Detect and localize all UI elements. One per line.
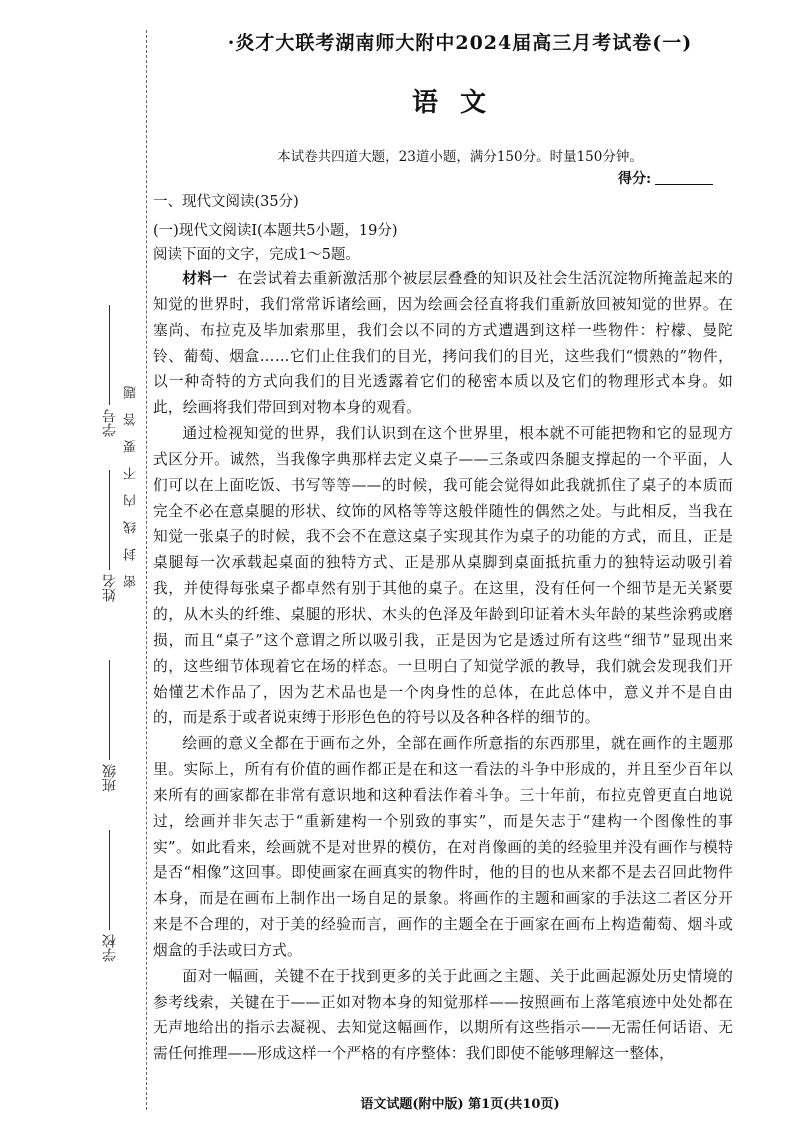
subsection-title: (一)现代文阅读Ⅰ(本题共5小题，19分) — [153, 223, 398, 239]
passage-paragraph: 通过检视知觉的世界，我们认识到在这个世界里，根本就不可能把物和它的显现方式区分开。诚然，当我像字典那样去定义桌子——三条或四条腿支撑起的一个平面，人们可以在上面吃饭、书写等等——的时候，我可能会觉得如此我就抓住了桌子的本质而完全不必在意桌腿的形状、纹饰的风格等等这般伴随性的偶然之处。与此相反，当我在知觉一张桌子的时候，我不会不在意这桌子实现其作为桌子的功能的方式，而且，正是桌腿每一次承载起桌面的独特方式、正是那从桌脚到桌面抵抗重力的独特运动吸引着我，并使得每张桌子都卓然有别于其他的桌子。在这里，没有任何一个细节是无关紧要的，从木头的纤维、桌腿的形状、木头的色泽及年龄到印证着木头年龄的某些涂鸦或磨损，而且“桌子”这个意谓之所以吸引我，正是因为它是透过所有这些“细节”显现出来的，这些细节体现着它在场的样态。一旦明白了知觉学派的教导，我们就会发现我们开始懂艺术作品了，因为艺术品也是一个肉身性的总体，在此总体中，意义并不是自由的，而是系于或者说束缚于形形色色的符号以及各种各样的细节的。 — [153, 425, 733, 727]
exam-intro: 本试卷共四道大题，23道小题，满分150分。时量150分钟。 — [277, 149, 643, 165]
paragraph-text: 在尝试着去重新激活那个被层层叠叠的知识及社会生活沉淀物所掩盖起来的知觉的世界时，我们常常诉诸绘画，因为绘画会径直将我们重新放回被知觉的世界。在塞尚、布拉克及毕加索那里，我们会以不同的方式遭遇到这样一些物件：柠檬、曼陀铃、葡萄、烟盒……它们止住我们的目光，拷问我们的目光，这些我们“惯熟的”物件，以一种奇特的方式向我们的目光透露着它们的秘密本质以及它们的物理形式本身。如此，绘画将我们带回到对物本身的观看。 — [153, 270, 733, 417]
exam-title: ·炎才大联考湖南师大附中2024届高三月考试卷(一) — [227, 32, 693, 54]
score-field — [618, 168, 713, 188]
reading-passage — [153, 266, 733, 1067]
passage-paragraph — [153, 266, 733, 421]
section-title: 一、现代文阅读(35分) — [153, 194, 299, 210]
seal-notice: 密封线内不要答题 — [124, 372, 139, 588]
seal-binding-line — [146, 30, 147, 1110]
reading-instruction: 阅读下面的文字，完成1～5题。 — [153, 247, 360, 263]
score-blank — [655, 184, 713, 185]
student-id-label: 学号 — [100, 305, 120, 437]
class-label: 班级 — [100, 660, 120, 792]
score-label: 得分: — [618, 171, 652, 187]
page-footer: 语文试题(附中版) 第1页(共10页) — [360, 1097, 560, 1112]
material-label: 材料一 — [182, 270, 228, 287]
name-label: 姓名 — [100, 470, 120, 602]
subject-title: 语文 — [411, 88, 508, 118]
school-label: 学校 — [100, 830, 120, 962]
passage-paragraph: 面对一幅画，关键不在于找到更多的关于此画之主题、关于此画起源处历史情境的参考线索，关键在于——正如对物本身的知觉那样——按照画布上落笔痕迹中处处都在无声地给出的指示去凝视、去知觉这幅画作，以期所有这些指示——无需任何话语、无需任何推理——形成这样一个严格的有序整体：我们即使不能够理解这一整体， — [153, 967, 733, 1063]
passage-paragraph: 绘画的意义全都在于画布之外，全部在画作所意指的东西那里，就在画作的主题那里。实际上，所有有价值的画作都正是在和这一看法的斗争中形成的，并且至少百年以来所有的画家都在非常有意识地和这种看法作着斗争。三十年前，布拉克曾更直白地说过，绘画并非矢志于“重新建构一个别致的事实”，而是矢志于“建构一个图像性的事实”。如此看来，绘画就不是对世界的模仿，在对肖像画的美的经验里并没有画作与模特是否“相像”这回事。即使画家在画真实的物件时，他的目的也从来都不是去召回此物件本身，而是在画布上制作出一场自足的景象。将画作的主题和画家的手法这二者区分开来是不合理的，对于美的经验而言，画作的主题全在于画家在画布上构造葡萄、烟斗或烟盒的手法或曰方式。 — [153, 735, 733, 959]
